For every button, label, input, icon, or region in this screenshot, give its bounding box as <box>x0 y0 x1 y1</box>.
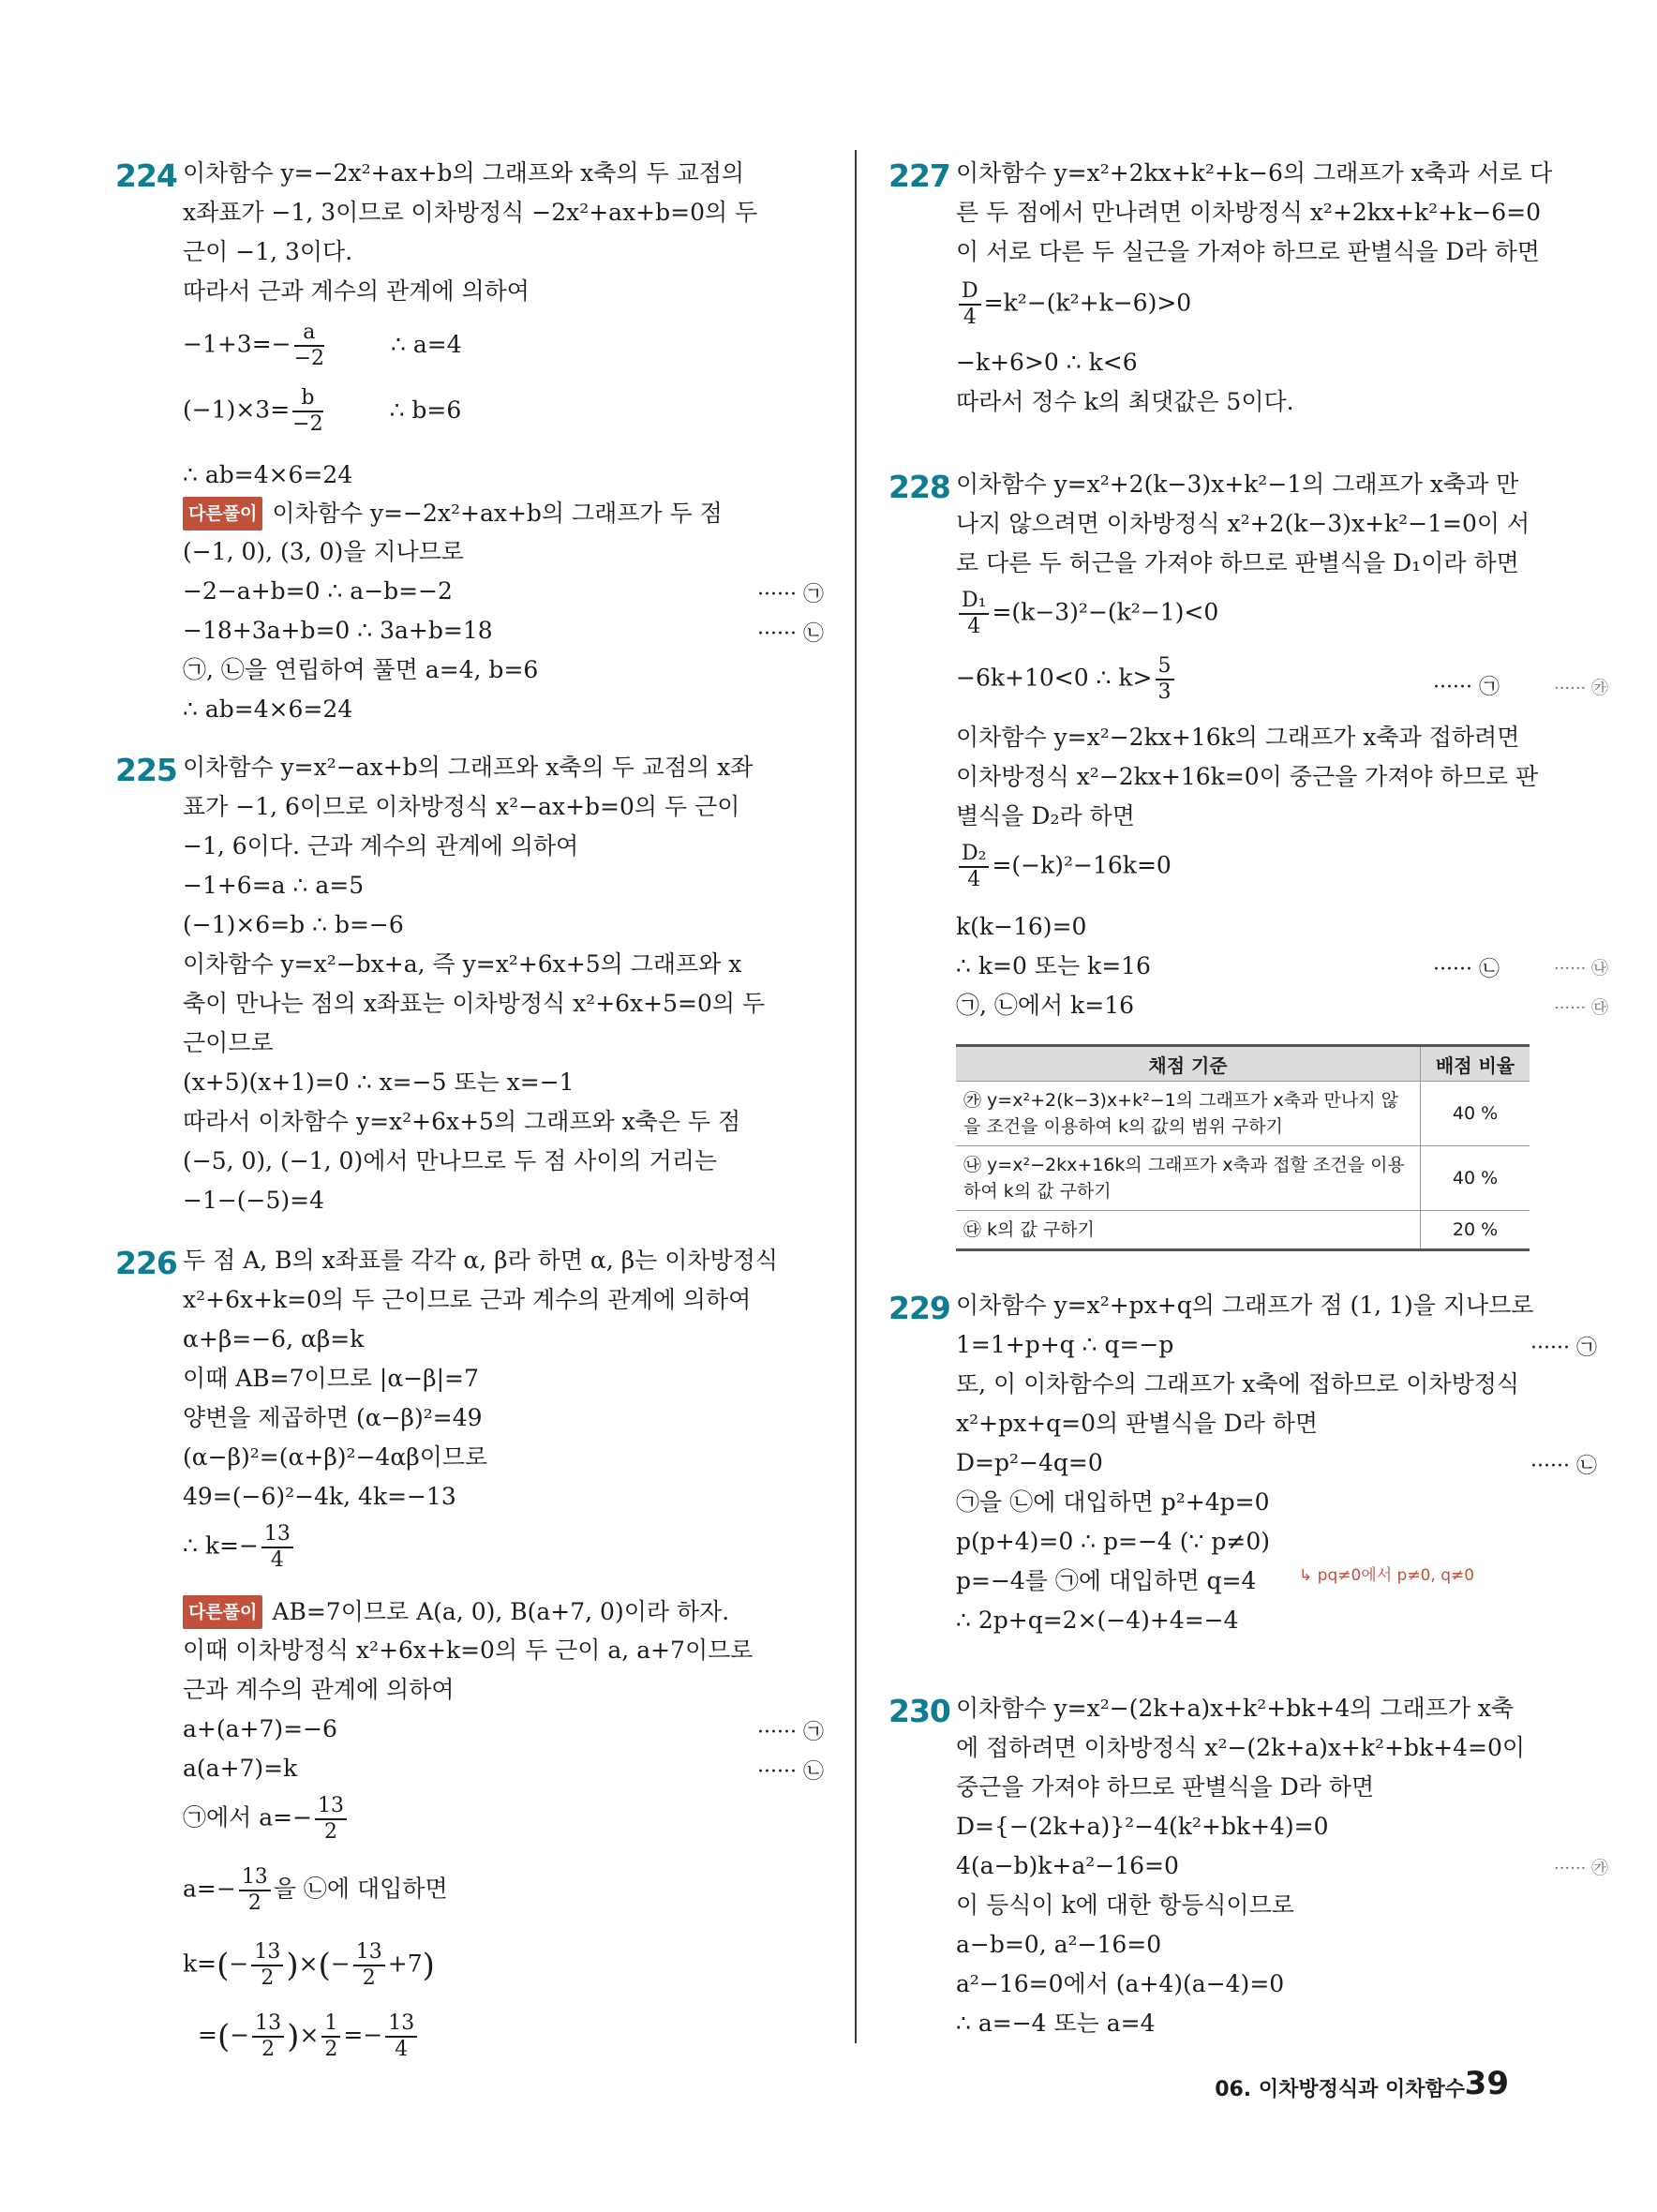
text-line: (−1, 0), (3, 0)을 지나므로 <box>183 538 464 565</box>
fraction <box>239 1867 271 1914</box>
numerator: 5 <box>1156 656 1174 680</box>
numerator: 13 <box>252 2013 284 2038</box>
equation-text: (−1)×3= <box>183 396 291 424</box>
note-arrow-icon: ↳ <box>1299 1566 1313 1585</box>
equation-text: =(k−3)²−(k²−1)<0 <box>992 598 1219 626</box>
paren: ( <box>216 1947 230 1984</box>
text-line: D={−(2k+a)}²−4(k²+bk+4)=0 <box>956 1813 1329 1840</box>
denominator: 4 <box>395 2038 409 2061</box>
equation-text: +7 <box>387 1950 423 1978</box>
numerator: 13 <box>353 1942 385 1966</box>
equation-text: ㉠에서 a=− <box>183 1803 313 1831</box>
grading-marker: ······ ㉯ <box>1553 959 1608 979</box>
table-row <box>956 1146 1530 1211</box>
grading-table-header <box>956 1046 1530 1082</box>
equation-text: =k²−(k²+k−6)>0 <box>983 289 1192 317</box>
denominator: 2 <box>324 1820 338 1844</box>
numerator: 1 <box>321 2013 340 2038</box>
text-line: 중근을 가져야 하므로 판별식을 D라 하면 <box>956 1773 1375 1801</box>
equation-line <box>956 844 1172 890</box>
text-line: 따라서 근과 계수의 관계에 의하여 <box>183 277 530 305</box>
equation-text: ∴ a=4 <box>391 330 462 358</box>
equation-text: ∴ b=6 <box>389 396 462 424</box>
text-line: 이차함수 y=x²+2(k−3)x+k²−1의 그래프가 x축과 만 <box>956 471 1519 498</box>
text-line: ㉠, ㉡에서 k=16 <box>956 992 1135 1019</box>
numerator: 13 <box>261 1524 293 1548</box>
text-line: ∴ ab=4×6=24 <box>183 695 353 723</box>
paren: ( <box>318 1947 331 1984</box>
chapter-title: 06. 이차방정식과 이차함수 <box>1215 2078 1465 2101</box>
numerator: 13 <box>251 1942 283 1966</box>
text-line: k(k−16)=0 <box>956 913 1087 940</box>
numerator: b <box>292 388 322 412</box>
denominator: 2 <box>362 1966 376 1990</box>
denominator: 2 <box>261 1966 275 1990</box>
text-line: D=p²−4q=0 <box>956 1449 1103 1476</box>
fraction <box>959 281 981 328</box>
denominator: 4 <box>967 868 981 891</box>
equation-line: k=(− $\frac{13}{2}$ )×(− $\frac{13}{2}$ +7) <box>183 1940 435 1990</box>
text-line: −k+6>0 ∴ k<6 <box>956 349 1138 376</box>
text-line: 따라서 정수 k의 최댓값은 5이다. <box>956 388 1294 415</box>
table-row <box>956 1082 1530 1146</box>
text-line: 른 두 점에서 만나려면 이차방정식 x²+2kx+k²+k−6=0 <box>956 199 1541 226</box>
text-line: ∴ a=−4 또는 a=4 <box>956 2010 1156 2037</box>
equation-marker: ······ ㉠ <box>1530 1337 1597 1360</box>
text-line: ∴ ab=4×6=24 <box>183 461 353 488</box>
equation-text: = <box>198 2021 217 2049</box>
denominator: 3 <box>1157 680 1172 704</box>
alt-solution-tag: 다른풀이 <box>183 497 262 531</box>
text-line: 1=1+p+q ∴ q=−p <box>956 1331 1174 1358</box>
text-line: −1−(−5)=4 <box>183 1187 325 1214</box>
paren: ) <box>422 1947 435 1984</box>
equation-text: ∴ k=− <box>183 1532 259 1560</box>
alt-solution-tag: 다른풀이 <box>183 1595 262 1629</box>
fraction <box>353 1942 385 1989</box>
table-row <box>956 1211 1530 1250</box>
text-line: α+β=−6, αβ=k <box>183 1325 365 1353</box>
text-line: 이차함수 y=x²−2kx+16k의 그래프가 x축과 접하려면 <box>956 724 1520 751</box>
text-line: 이차함수 y=x²−(2k+a)x+k²+bk+4의 그래프가 x축 <box>956 1695 1515 1722</box>
fraction <box>321 2013 340 2060</box>
text-line: 4(a−b)k+a²−16=0 <box>956 1852 1179 1879</box>
text-line: 이차방정식 x²−2kx+16k=0이 중근을 가져야 하므로 판 <box>956 763 1539 790</box>
text-line: ㉠을 ㉡에 대입하면 p²+4p=0 <box>956 1488 1270 1516</box>
equation-marker: ······ ㉠ <box>1433 676 1500 699</box>
ratio-cell: 20 % <box>1421 1211 1530 1250</box>
equation-line <box>956 281 1191 328</box>
page-number: 39 <box>1464 2065 1509 2102</box>
denominator: 2 <box>247 1891 261 1915</box>
numerator: D₂ <box>959 844 989 868</box>
text-line: p(p+4)=0 ∴ p=−4 (∵ p≠0) <box>956 1528 1270 1555</box>
text-line: 또, 이 이차함수의 그래프가 x축에 접하므로 이차방정식 <box>956 1370 1520 1397</box>
text-line: 로 다른 두 허근을 가져야 하므로 판별식을 D₁이라 하면 <box>956 549 1519 576</box>
numerator: D₁ <box>959 590 989 615</box>
text-line: p=−4를 ㉠에 대입하면 q=4 <box>956 1567 1257 1594</box>
grading-marker: ······ ㉰ <box>1553 998 1608 1018</box>
grading-marker: ······ ㉮ <box>1553 1859 1608 1878</box>
text-line: (α−β)²=(α+β)²−4αβ이므로 <box>183 1443 488 1471</box>
text-line: 나지 않으려면 이차방정식 x²+2(k−3)x+k²−1=0이 서 <box>956 510 1530 537</box>
criterion-cell: ㉰ k의 값 구하기 <box>956 1211 1421 1250</box>
text-line: a−b=0, a²−16=0 <box>956 1931 1162 1958</box>
fraction <box>959 844 989 890</box>
text-line: x²+6x+k=0의 두 근이므로 근과 계수의 관계에 의하여 <box>183 1286 752 1313</box>
text-line: 축이 만나는 점의 x좌표는 이차방정식 x²+6x+5=0의 두 <box>183 990 766 1017</box>
equation-line <box>956 656 1177 703</box>
text-line: 이 등식이 k에 대한 항등식이므로 <box>956 1891 1294 1919</box>
text-line: AB=7이므로 A(a, 0), B(a+7, 0)이라 하자. <box>272 1598 730 1625</box>
side-note-text: pq≠0에서 p≠0, q≠0 <box>1317 1566 1475 1585</box>
text-line: 이차함수 y=−2x²+ax+b의 그래프와 x축의 두 교점의 <box>183 159 745 187</box>
problem-number: 224 <box>115 157 177 194</box>
text-line: 근이 −1, 3이다. <box>183 238 353 265</box>
text-line: 근이므로 <box>183 1029 274 1056</box>
text-line: a(a+7)=k <box>183 1755 298 1782</box>
equation-text: =(−k)²−16k=0 <box>992 851 1172 879</box>
text-line: 이차함수 y=−2x²+ax+b의 그래프가 두 점 <box>272 500 723 527</box>
equation-line <box>183 1524 296 1571</box>
paren: ) <box>286 1947 299 1984</box>
equation-text: k= <box>183 1950 217 1978</box>
fraction <box>315 1796 347 1843</box>
equation-text: −6k+10<0 ∴ k> <box>956 664 1153 692</box>
text-line: 별식을 D₂라 하면 <box>956 802 1135 830</box>
equation-text: a=− <box>183 1875 236 1903</box>
problem-number: 228 <box>888 469 950 505</box>
numerator: 13 <box>239 1867 271 1891</box>
column-divider <box>855 150 857 2043</box>
grading-table <box>956 1044 1530 1251</box>
text-line: 이차함수 y=x²+2kx+k²+k−6의 그래프가 x축과 서로 다 <box>956 159 1553 187</box>
ratio-cell: 40 % <box>1421 1082 1530 1146</box>
equation-line <box>183 1796 350 1843</box>
text-line: x²+px+q=0의 판별식을 D라 하면 <box>956 1410 1319 1437</box>
problem-number: 230 <box>888 1693 950 1729</box>
text-line: −1, 6이다. 근과 계수의 관계에 의하여 <box>183 832 579 859</box>
equation-marker: ······ ㉠ <box>757 1721 824 1744</box>
ratio-cell: 40 % <box>1421 1146 1530 1211</box>
problem-number: 229 <box>888 1290 950 1326</box>
text-line: a+(a+7)=−6 <box>183 1715 337 1742</box>
text-line: 양변을 제곱하면 (α−β)²=49 <box>183 1404 483 1431</box>
denominator: 2 <box>261 2038 276 2061</box>
equation-marker: ······ ㉡ <box>757 1760 824 1784</box>
equation-marker: ······ ㉡ <box>1530 1455 1597 1478</box>
equation-text: 을 ㉡에 대입하면 <box>273 1875 448 1903</box>
text-line: 두 점 A, B의 x좌표를 각각 α, β라 하면 α, β는 이차방정식 <box>183 1247 779 1274</box>
text-line: 이차함수 y=x²−ax+b의 그래프와 x축의 두 교점의 x좌 <box>183 754 754 781</box>
text-line: 표가 −1, 6이므로 이차방정식 x²−ax+b=0의 두 근이 <box>183 793 740 820</box>
text-line: 이때 AB=7이므로 |α−β|=7 <box>183 1365 479 1392</box>
denominator: −2 <box>293 347 325 370</box>
text-line: −2−a+b=0 ∴ a−b=−2 <box>183 577 453 605</box>
denominator: 2 <box>324 2038 338 2061</box>
equation-line <box>183 322 462 369</box>
denominator: −2 <box>292 412 323 436</box>
text-line: a²−16=0에서 (a+4)(a−4)=0 <box>956 1970 1285 1997</box>
text-line: 이 서로 다른 두 실근을 가져야 하므로 판별식을 D라 하면 <box>956 238 1540 265</box>
criterion-cell: ㉮ y=x²+2(k−3)x+k²−1의 그래프가 x축과 만나지 않을 조건을 이용하여 k의 값의 범위 구하기 <box>956 1082 1421 1146</box>
equation-line <box>956 590 1218 637</box>
denominator: 4 <box>270 1548 284 1572</box>
text-line: x좌표가 −1, 3이므로 이차방정식 −2x²+ax+b=0의 두 <box>183 199 758 226</box>
side-note <box>1299 1562 1474 1585</box>
problem-number: 226 <box>115 1245 177 1281</box>
equation-text: −1+3=− <box>183 330 291 358</box>
problem-number: 225 <box>115 752 177 788</box>
text-line: (−5, 0), (−1, 0)에서 만나므로 두 점 사이의 거리는 <box>183 1147 718 1174</box>
text-line: −18+3a+b=0 ∴ 3a+b=18 <box>183 617 493 644</box>
text-line: 이때 이차방정식 x²+6x+k=0의 두 근이 a, a+7이므로 <box>183 1637 754 1664</box>
header-ratio: 배점 비율 <box>1421 1046 1530 1082</box>
equation-marker: ······ ㉡ <box>757 622 824 646</box>
equation-line: =(− $\frac{13}{2}$ )× $\frac{1}{2}$ =− $\frac{13}{4}$ <box>198 2013 420 2060</box>
text-line: 49=(−6)²−4k, 4k=−13 <box>183 1483 456 1510</box>
fraction <box>252 2013 284 2060</box>
text-line: −1+6=a ∴ a=5 <box>183 872 365 899</box>
fraction <box>251 1942 283 1989</box>
text-line <box>183 1595 729 1629</box>
numerator: 13 <box>385 2013 417 2038</box>
text-line: 이차함수 y=x²−bx+a, 즉 y=x²+6x+5의 그래프와 x <box>183 950 742 978</box>
text-line: ㉠, ㉡을 연립하여 풀면 a=4, b=6 <box>183 656 539 683</box>
paren: ) <box>287 2018 300 2055</box>
denominator: 4 <box>967 615 981 638</box>
fraction <box>385 2013 417 2060</box>
criterion-cell: ㉯ y=x²−2kx+16k의 그래프가 x축과 접할 조건을 이용하여 k의 값 구하기 <box>956 1146 1421 1211</box>
text-line: (x+5)(x+1)=0 ∴ x=−5 또는 x=−1 <box>183 1069 575 1096</box>
fraction <box>261 1524 293 1571</box>
fraction <box>1156 656 1174 703</box>
text-line <box>183 497 723 531</box>
equation-marker: ······ ㉠ <box>757 583 824 606</box>
paren: ( <box>216 2018 231 2055</box>
grading-marker: ······ ㉮ <box>1553 679 1608 698</box>
text-line: ∴ 2p+q=2×(−4)+4=−4 <box>956 1607 1239 1634</box>
text-line: 에 접하려면 이차방정식 x²−(2k+a)x+k²+bk+4=0이 <box>956 1734 1525 1761</box>
fraction <box>292 388 322 435</box>
equation-line <box>183 1867 448 1914</box>
numerator: 13 <box>315 1796 347 1820</box>
text-line: 따라서 이차함수 y=x²+6x+5의 그래프와 x축은 두 점 <box>183 1108 741 1135</box>
problem-number: 227 <box>888 157 950 194</box>
equation-marker: ······ ㉡ <box>1433 958 1500 981</box>
text-line: (−1)×6=b ∴ b=−6 <box>183 911 404 938</box>
numerator: a <box>294 322 324 347</box>
denominator: 4 <box>963 306 977 329</box>
numerator: D <box>959 281 981 306</box>
text-line: 근과 계수의 관계에 의하여 <box>183 1676 455 1703</box>
header-criterion: 채점 기준 <box>956 1046 1421 1082</box>
fraction <box>294 322 324 369</box>
equation-line <box>183 388 461 435</box>
text-line: ∴ k=0 또는 k=16 <box>956 952 1151 979</box>
text-line: 이차함수 y=x²+px+q의 그래프가 점 (1, 1)을 지나므로 <box>956 1292 1534 1319</box>
fraction <box>959 590 989 637</box>
